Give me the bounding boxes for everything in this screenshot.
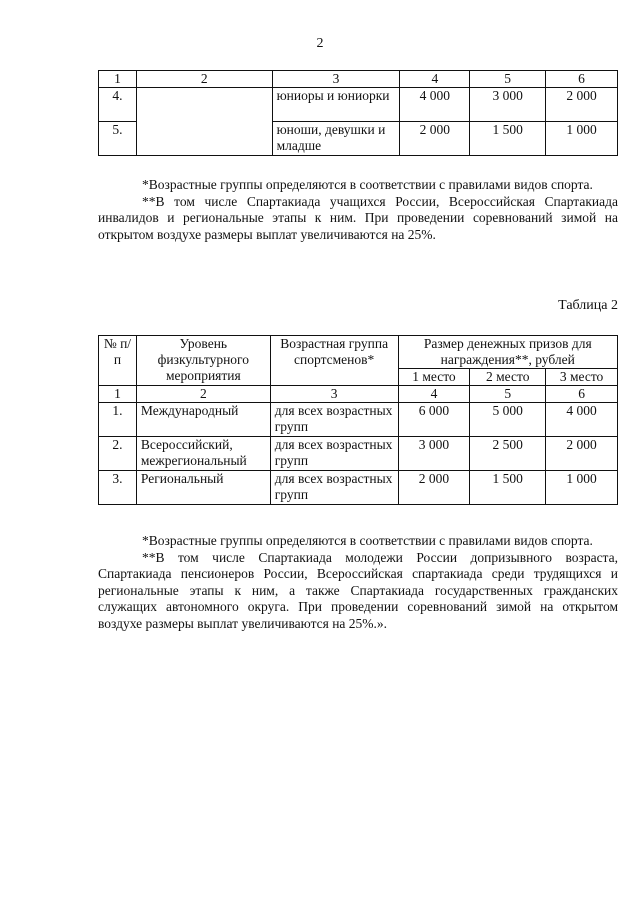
prize-2nd-cell: 1 500 xyxy=(470,471,546,505)
table-2-col-index: 1 xyxy=(99,386,137,403)
prize-2nd-cell: 3 000 xyxy=(470,88,546,122)
table-1-footnotes xyxy=(98,177,618,243)
prize-3rd-cell: 4 000 xyxy=(546,403,618,437)
table-2-header-row xyxy=(99,336,618,369)
header-level: Уровень физкультурного мероприятия xyxy=(136,336,270,386)
prize-2nd-cell: 2 500 xyxy=(470,437,546,471)
header-place-1: 1 место xyxy=(398,369,470,386)
age-group-cell: для всех возрастных групп xyxy=(270,471,398,505)
prize-3rd-cell: 2 000 xyxy=(546,437,618,471)
prize-1st-cell: 2 000 xyxy=(400,122,470,156)
table-2-caption: Таблица 2 xyxy=(558,298,618,313)
row-number: 5. xyxy=(99,122,137,156)
header-age-group: Возрастная группа спортсменов* xyxy=(270,336,398,386)
prize-2nd-cell: 5 000 xyxy=(470,403,546,437)
header-place-2: 2 место xyxy=(470,369,546,386)
table-2-footnotes xyxy=(98,533,618,632)
level-cell: Международный xyxy=(136,403,270,437)
age-group-cell: для всех возрастных групп xyxy=(270,403,398,437)
prize-3rd-cell: 2 000 xyxy=(546,88,618,122)
table-row xyxy=(99,403,618,437)
table-1 xyxy=(98,70,618,156)
table-1-col-index: 3 xyxy=(272,71,400,88)
prize-3rd-cell: 1 000 xyxy=(546,122,618,156)
footnote-spartakiad: **В том числе Спартакиада молодежи России допризывного возраста, Спартакиада пенсионеров России, Всероссийская спартакиада среди трудящихся и региональные этапы к ним, а также Спартакиада государственных гражданских служащих автономного округа. При проведении соревнований зимой на открытом воздухе размеры выплат увеличиваются на 25%.». xyxy=(98,549,618,631)
age-group-cell: для всех возрастных групп xyxy=(270,437,398,471)
footnote-age-groups: *Возрастные группы определяются в соответствии с правилами видов спорта. xyxy=(142,533,593,548)
age-group-cell: юноши, девушки и младше xyxy=(272,122,400,156)
prize-3rd-cell: 1 000 xyxy=(546,471,618,505)
prize-1st-cell: 2 000 xyxy=(398,471,470,505)
table-2-col-index: 2 xyxy=(136,386,270,403)
row-number: 4. xyxy=(99,88,137,122)
table-2-index-row xyxy=(99,386,618,403)
level-cell-merged xyxy=(136,88,272,156)
table-1-index-row xyxy=(99,71,618,88)
row-number: 2. xyxy=(99,437,137,471)
prize-1st-cell: 4 000 xyxy=(400,88,470,122)
row-number: 3. xyxy=(99,471,137,505)
table-1-col-index: 4 xyxy=(400,71,470,88)
table-1-col-index: 2 xyxy=(136,71,272,88)
footnote-spartakiad: **В том числе Спартакиада учащихся России, Всероссийская Спартакиада инвалидов и региональные этапы к ним. При проведении соревнований зимой на открытом воздухе размеры выплат увеличиваются на 25%. xyxy=(98,193,618,242)
level-cell: Региональный xyxy=(136,471,270,505)
prize-2nd-cell: 1 500 xyxy=(470,122,546,156)
age-group-cell: юниоры и юниорки xyxy=(272,88,400,122)
table-2 xyxy=(98,335,618,505)
table-2-col-index: 6 xyxy=(546,386,618,403)
table-2-col-index: 3 xyxy=(270,386,398,403)
table-1-col-index: 5 xyxy=(470,71,546,88)
header-prize-size: Размер денежных призов для награждения**, рублей xyxy=(398,336,617,369)
table-row xyxy=(99,437,618,471)
footnote-age-groups: *Возрастные группы определяются в соответствии с правилами видов спорта. xyxy=(142,177,593,192)
table-1-col-index: 6 xyxy=(546,71,618,88)
header-place-3: 3 место xyxy=(546,369,618,386)
row-number: 1. xyxy=(99,403,137,437)
table-row xyxy=(99,471,618,505)
table-2-col-index: 5 xyxy=(470,386,546,403)
header-number: № п/п xyxy=(99,336,137,386)
page-number: 2 xyxy=(316,36,324,51)
table-2-col-index: 4 xyxy=(398,386,470,403)
level-cell: Всероссийский, межрегиональный xyxy=(136,437,270,471)
prize-1st-cell: 3 000 xyxy=(398,437,470,471)
prize-1st-cell: 6 000 xyxy=(398,403,470,437)
table-row xyxy=(99,88,618,122)
table-1-col-index: 1 xyxy=(99,71,137,88)
